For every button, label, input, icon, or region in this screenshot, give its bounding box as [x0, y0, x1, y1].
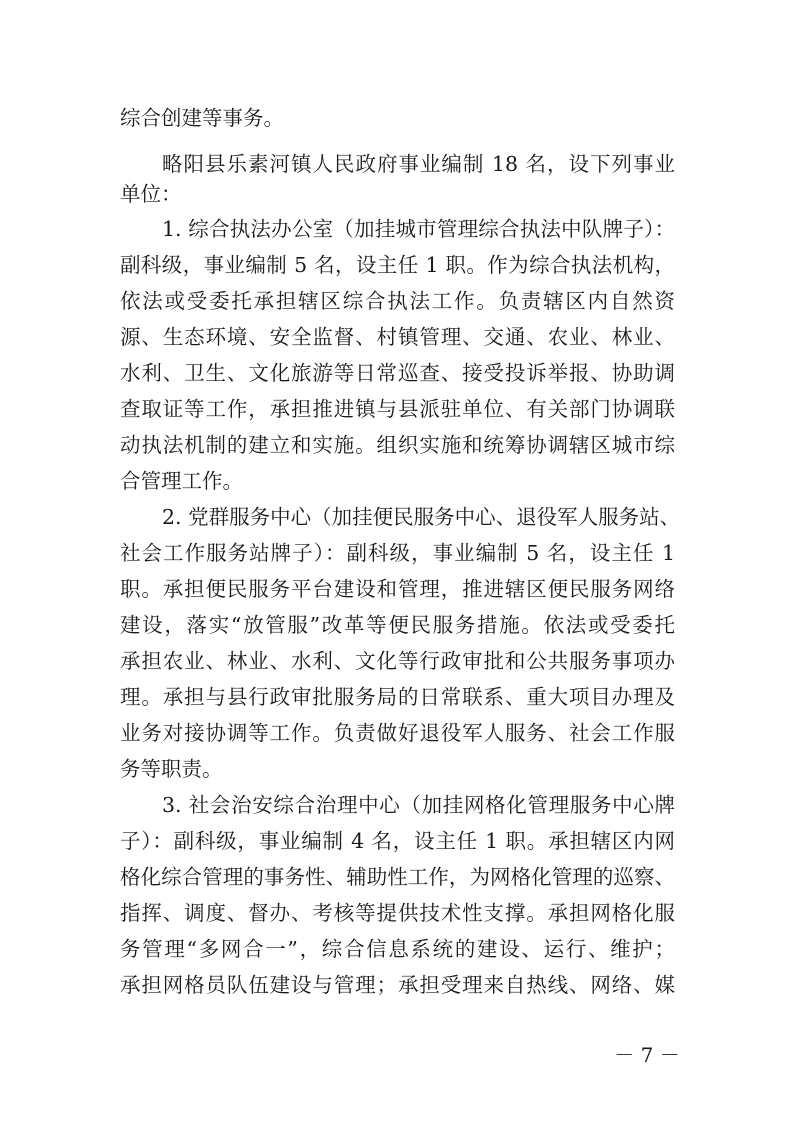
text-line: 业务对接协调等工作。负责做好退役军人服务、社会工作服 — [120, 721, 675, 745]
text-line: 水利、卫生、文化旅游等日常巡查、接受投诉举报、协助调 — [120, 361, 675, 385]
text-line: 副科级，事业编制 5 名，设主任 1 职。作为综合执法机构， — [120, 253, 675, 277]
text-line: 务管理“多网合一”，综合信息系统的建设、运行、维护； — [120, 937, 675, 961]
text-line: 合管理工作。 — [120, 469, 243, 493]
page-number: － 7 － — [614, 1043, 680, 1067]
text-line: 建设，落实“放管服”改革等便民服务措施。依法或受委托 — [120, 613, 675, 637]
text-line: 子）：副科级，事业编制 4 名，设主任 1 职。承担辖区内网 — [120, 829, 675, 853]
text-line: 指挥、调度、督办、考核等提供技术性支撑。承担网格化服 — [120, 901, 675, 925]
text-line-units-label: 单位： — [120, 182, 182, 206]
heading-item-3: 3. 社会治安综合治理中心（加挂网格化管理服务中心牌 — [162, 793, 675, 817]
text-line: 社会工作服务站牌子）：副科级，事业编制 5 名，设主任 1 — [120, 541, 675, 565]
text-line: 动执法机制的建立和实施。组织实施和统筹协调辖区城市综 — [120, 433, 675, 457]
text-line: 承担网格员队伍建设与管理；承担受理来自热线、网络、媒 — [120, 973, 675, 997]
text-line: 职。承担便民服务平台建设和管理，推进辖区便民服务网络 — [120, 577, 675, 601]
text-line: 务等职责。 — [120, 757, 223, 781]
text-line-closing: 综合创建等事务。 — [120, 106, 284, 130]
text-line: 承担农业、林业、水利、文化等行政审批和公共服务事项办 — [120, 649, 675, 673]
text-line: 源、生态环境、安全监督、村镇管理、交通、农业、林业、 — [120, 325, 675, 349]
text-line: 查取证等工作，承担推进镇与县派驻单位、有关部门协调联 — [120, 397, 675, 421]
text-line-staffing-intro: 略阳县乐素河镇人民政府事业编制 18 名，设下列事业 — [162, 152, 675, 176]
text-line: 依法或受委托承担辖区综合执法工作。负责辖区内自然资 — [120, 289, 675, 313]
heading-item-1: 1. 综合执法办公室（加挂城市管理综合执法中队牌子）： — [162, 217, 675, 241]
text-line: 理。承担与县行政审批服务局的日常联系、重大项目办理及 — [120, 685, 675, 709]
heading-item-2: 2. 党群服务中心（加挂便民服务中心、退役军人服务站、 — [162, 505, 681, 529]
text-line: 格化综合管理的事务性、辅助性工作，为网格化管理的巡察、 — [120, 865, 675, 889]
